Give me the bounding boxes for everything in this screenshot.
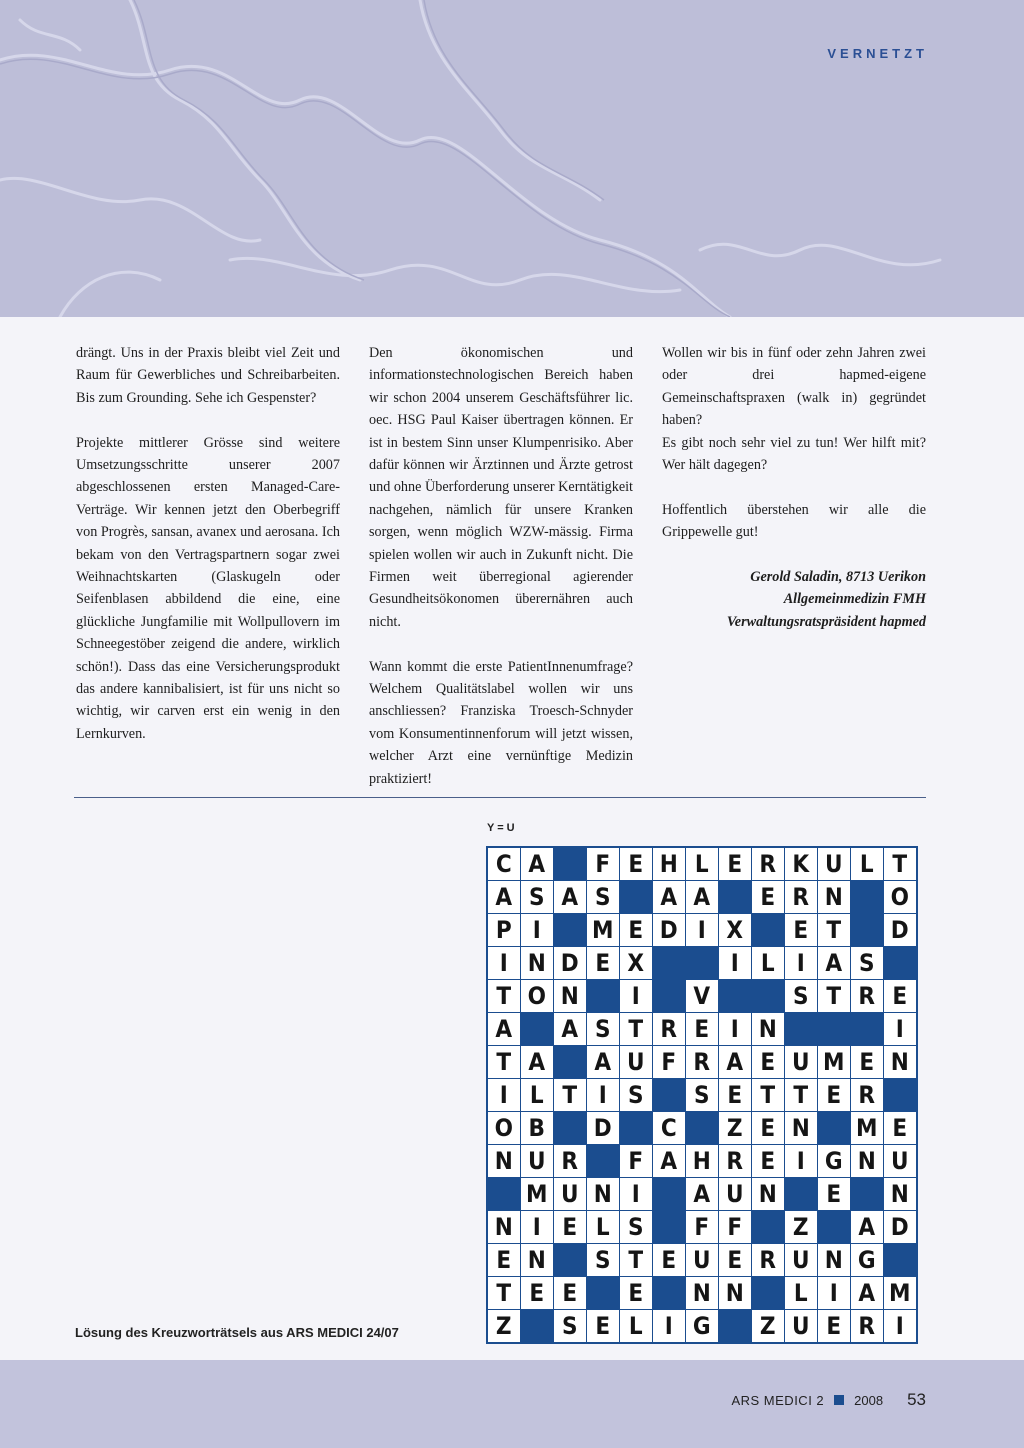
grid-letter: E — [521, 1277, 553, 1309]
grid-letter: N — [686, 1277, 718, 1309]
grid-letter: A — [521, 1046, 553, 1078]
grid-letter: T — [488, 1046, 520, 1078]
grid-block — [818, 1112, 850, 1144]
grid-letter: E — [752, 881, 784, 913]
grid-letter: I — [686, 914, 718, 946]
grid-letter: E — [719, 1079, 751, 1111]
grid-letter: S — [521, 881, 553, 913]
grid-letter: T — [488, 1277, 520, 1309]
grid-letter: L — [620, 1310, 652, 1342]
signature — [662, 566, 926, 633]
grid-letter: U — [785, 1310, 817, 1342]
grid-letter: T — [785, 1079, 817, 1111]
grid-letter: U — [785, 1244, 817, 1276]
grid-letter: S — [587, 1244, 619, 1276]
grid-block — [554, 1112, 586, 1144]
grid-block — [719, 980, 751, 1012]
grid-letter: A — [653, 881, 685, 913]
grid-letter: N — [719, 1277, 751, 1309]
grid-letter: R — [752, 1244, 784, 1276]
grid-letter: A — [851, 1211, 883, 1243]
grid-letter: L — [752, 947, 784, 979]
footer — [731, 1390, 926, 1410]
grid-letter: E — [719, 1244, 751, 1276]
grid-block — [653, 1277, 685, 1309]
grid-letter: O — [521, 980, 553, 1012]
grid-letter: I — [719, 947, 751, 979]
grid-letter: E — [686, 1013, 718, 1045]
grid-letter: N — [818, 1244, 850, 1276]
grid-block — [752, 1277, 784, 1309]
section-label: VERNETZT — [827, 46, 928, 61]
paragraph: drängt. Uns in der Praxis bleibt viel Zeit und Raum für Gewerbliches und Schreibarbeiten. Bis zum Grounding. Sehe ich Gespenster? — [76, 345, 340, 406]
grid-letter: R — [851, 1310, 883, 1342]
grid-letter: I — [521, 1211, 553, 1243]
grid-letter: S — [587, 1013, 619, 1045]
grid-block — [719, 1310, 751, 1342]
grid-letter: A — [653, 1145, 685, 1177]
grid-letter: L — [521, 1079, 553, 1111]
grid-letter: A — [488, 1013, 520, 1045]
grid-letter: E — [818, 1310, 850, 1342]
grid-letter: T — [620, 1013, 652, 1045]
grid-letter: I — [719, 1013, 751, 1045]
grid-letter: N — [752, 1178, 784, 1210]
grid-block — [587, 1277, 619, 1309]
grid-letter: E — [752, 1046, 784, 1078]
grid-letter: N — [752, 1013, 784, 1045]
grid-letter: Z — [719, 1112, 751, 1144]
grid-block — [851, 881, 883, 913]
grid-letter: M — [587, 914, 619, 946]
grid-letter: N — [521, 1244, 553, 1276]
puzzle-note: Y = U — [487, 822, 515, 834]
grid-letter: M — [521, 1178, 553, 1210]
grid-letter: E — [587, 1310, 619, 1342]
grid-block — [521, 1013, 553, 1045]
grid-letter: L — [587, 1211, 619, 1243]
grid-letter: R — [785, 881, 817, 913]
grid-letter: I — [785, 947, 817, 979]
grid-letter: G — [686, 1310, 718, 1342]
grid-letter: E — [653, 1244, 685, 1276]
grid-letter: I — [785, 1145, 817, 1177]
grid-block — [653, 1178, 685, 1210]
grid-block — [884, 1244, 916, 1276]
grid-letter: I — [587, 1079, 619, 1111]
grid-letter: E — [620, 914, 652, 946]
grid-block — [851, 914, 883, 946]
grid-letter: I — [884, 1310, 916, 1342]
grid-letter: H — [686, 1145, 718, 1177]
grid-letter: U — [884, 1145, 916, 1177]
grid-letter: U — [521, 1145, 553, 1177]
paragraph: Den ökonomischen und informationstechnologischen Bereich haben wir schon 2004 unserem Geschäftsführer lic. oec. HSG Paul Kaiser übertragen können. Er ist in bestem Sinn unser Klumpenrisiko. Aber dafür können wir Ärztinnen und Ärzte getrost und ohne Überforderung unserer Kerntätigkeit nachgehen, nämlich für unsere Kranken sorgen, wenn möglich WZW-mässig. Firma spielen wollen wir auch in Zukunft nicht. Die Firmen weit überregional agierender Gesundheitsökonomen überernähren auch nicht. — [369, 345, 633, 630]
grid-letter: I — [521, 914, 553, 946]
grid-letter: C — [653, 1112, 685, 1144]
grid-letter: A — [587, 1046, 619, 1078]
signature-title: Allgemeinmedizin FMH — [783, 591, 926, 608]
grid-block — [818, 1211, 850, 1243]
grid-letter: N — [884, 1046, 916, 1078]
grid-letter: R — [686, 1046, 718, 1078]
grid-letter: U — [818, 848, 850, 880]
grid-letter: A — [686, 1178, 718, 1210]
grid-letter: P — [488, 914, 520, 946]
grid-letter: U — [620, 1046, 652, 1078]
grid-letter: A — [818, 947, 850, 979]
grid-letter: F — [620, 1145, 652, 1177]
grid-letter: A — [686, 881, 718, 913]
grid-letter: N — [488, 1145, 520, 1177]
text-column-2 — [369, 342, 633, 813]
grid-letter: U — [719, 1178, 751, 1210]
grid-block — [587, 1145, 619, 1177]
grid-block — [554, 1244, 586, 1276]
grid-letter: U — [686, 1244, 718, 1276]
grid-letter: M — [818, 1046, 850, 1078]
grid-block — [620, 1112, 652, 1144]
grid-letter: I — [653, 1310, 685, 1342]
crossword-grid — [486, 846, 918, 1344]
grid-letter: D — [653, 914, 685, 946]
paragraph: Wollen wir bis in fünf oder zehn Jahren zwei oder drei hapmed-eigene Gemeinschaftspraxen (walk in) gegründet haben? — [662, 345, 926, 429]
text-column-3 — [662, 342, 926, 633]
grid-letter: N — [818, 881, 850, 913]
grid-letter: E — [884, 1112, 916, 1144]
grid-block — [686, 1112, 718, 1144]
grid-letter: E — [620, 848, 652, 880]
grid-block — [884, 1079, 916, 1111]
grid-block — [653, 1079, 685, 1111]
grid-letter: N — [785, 1112, 817, 1144]
grid-letter: T — [554, 1079, 586, 1111]
grid-letter: F — [719, 1211, 751, 1243]
grid-letter: R — [653, 1013, 685, 1045]
grid-letter: A — [851, 1277, 883, 1309]
grid-letter: I — [488, 1079, 520, 1111]
grid-block — [752, 1211, 784, 1243]
grid-letter: T — [884, 848, 916, 880]
grid-letter: M — [884, 1277, 916, 1309]
grid-block — [488, 1178, 520, 1210]
signature-role: Verwaltungsratspräsident hapmed — [726, 613, 926, 630]
grid-block — [554, 1046, 586, 1078]
paragraph: Projekte mittlerer Grösse sind weitere Umsetzungsschritte unserer 2007 abgeschlossenen ersten Managed-Care-Verträge. Wir kennen jetzt den Oberbegriff von Progrès, sansan, avanex und aerosana. Ich bekam von den Vertragspartnern sogar zwei Weihnachtskarten (Glaskugeln oder Seifenblasen abbildend die eine, eine glückliche Jungfamilie mit Wollpullovern im Schneegestöber zeigend die andere, wirklich schön!). Dass das eine Versicherungsprodukt das andere kannibalisiert, ist für uns nicht so wichtig, wir carven erst ein wenig in den Lernkurven. — [76, 434, 340, 742]
grid-letter: E — [884, 980, 916, 1012]
grid-letter: C — [488, 848, 520, 880]
grid-letter: S — [620, 1211, 652, 1243]
grid-letter: K — [785, 848, 817, 880]
grid-letter: Z — [488, 1310, 520, 1342]
grid-block — [521, 1310, 553, 1342]
square-icon — [834, 1395, 844, 1405]
grid-letter: N — [554, 980, 586, 1012]
grid-letter: U — [785, 1046, 817, 1078]
grid-block — [785, 1013, 817, 1045]
grid-letter: E — [620, 1277, 652, 1309]
grid-letter: N — [851, 1145, 883, 1177]
journal-name: ARS MEDICI 2 — [731, 1393, 825, 1408]
grid-letter: S — [620, 1079, 652, 1111]
grid-letter: E — [587, 947, 619, 979]
grid-letter: E — [851, 1046, 883, 1078]
grid-block — [719, 881, 751, 913]
grid-block — [554, 914, 586, 946]
grid-letter: D — [587, 1112, 619, 1144]
grid-block — [851, 1013, 883, 1045]
puzzle-caption: Lösung des Kreuzworträtsels aus ARS MEDICI 24/07 — [75, 1325, 399, 1340]
grid-letter: G — [818, 1145, 850, 1177]
grid-letter: S — [554, 1310, 586, 1342]
grid-letter: T — [488, 980, 520, 1012]
grid-block — [620, 881, 652, 913]
page-number: 53 — [907, 1390, 926, 1409]
grid-letter: I — [620, 1178, 652, 1210]
grid-block — [752, 914, 784, 946]
grid-letter: E — [554, 1211, 586, 1243]
paragraph: Es gibt noch sehr viel zu tun! Wer hilft mit? Wer hält dagegen? — [662, 434, 926, 474]
grid-block — [818, 1013, 850, 1045]
grid-letter: S — [785, 980, 817, 1012]
journal-year: 2008 — [854, 1393, 884, 1408]
grid-letter: F — [587, 848, 619, 880]
grid-letter: I — [620, 980, 652, 1012]
grid-block — [587, 980, 619, 1012]
grid-letter: X — [620, 947, 652, 979]
grid-letter: F — [653, 1046, 685, 1078]
grid-letter: I — [488, 947, 520, 979]
grid-letter: O — [488, 1112, 520, 1144]
grid-letter: E — [554, 1277, 586, 1309]
grid-letter: T — [752, 1079, 784, 1111]
grid-letter: R — [554, 1145, 586, 1177]
grid-letter: A — [488, 881, 520, 913]
grid-letter: F — [686, 1211, 718, 1243]
grid-letter: E — [488, 1244, 520, 1276]
grid-letter: H — [653, 848, 685, 880]
grid-letter: A — [719, 1046, 751, 1078]
grid-letter: L — [686, 848, 718, 880]
grid-block — [785, 1178, 817, 1210]
grid-letter: D — [554, 947, 586, 979]
grid-block — [653, 947, 685, 979]
grid-block — [752, 980, 784, 1012]
grid-letter: U — [554, 1178, 586, 1210]
grid-letter: R — [752, 848, 784, 880]
grid-letter: I — [818, 1277, 850, 1309]
grid-letter: B — [521, 1112, 553, 1144]
horizontal-divider — [74, 797, 926, 798]
paragraph: Wann kommt die erste PatientInnenumfrage? Welchem Qualitätslabel wollen wir uns anschliessen? Franziska Troesch-Schnyder vom Konsumentinnenforum will jetzt wissen, welcher Arzt eine vernünftige Medizin praktiziert! — [369, 658, 633, 787]
grid-block — [851, 1178, 883, 1210]
grid-letter: L — [851, 848, 883, 880]
grid-letter: X — [719, 914, 751, 946]
grid-letter: D — [884, 914, 916, 946]
grid-letter: I — [884, 1013, 916, 1045]
grid-letter: A — [521, 848, 553, 880]
grid-block — [653, 1211, 685, 1243]
grid-letter: E — [785, 914, 817, 946]
grid-letter: S — [686, 1079, 718, 1111]
grid-block — [554, 848, 586, 880]
grid-letter: E — [818, 1178, 850, 1210]
grid-letter: T — [620, 1244, 652, 1276]
grid-letter: V — [686, 980, 718, 1012]
grid-letter: Z — [785, 1211, 817, 1243]
grid-letter: M — [851, 1112, 883, 1144]
grid-letter: S — [587, 881, 619, 913]
grid-letter: G — [851, 1244, 883, 1276]
grid-letter: L — [785, 1277, 817, 1309]
grid-letter: N — [587, 1178, 619, 1210]
grid-letter: E — [752, 1112, 784, 1144]
grid-letter: R — [719, 1145, 751, 1177]
grid-letter: A — [554, 881, 586, 913]
grid-block — [653, 980, 685, 1012]
grid-letter: N — [488, 1211, 520, 1243]
grid-letter: E — [752, 1145, 784, 1177]
grid-block — [884, 947, 916, 979]
text-column-1 — [76, 342, 340, 768]
grid-letter: N — [884, 1178, 916, 1210]
grid-letter: T — [818, 980, 850, 1012]
grid-letter: R — [851, 1079, 883, 1111]
grid-letter: O — [884, 881, 916, 913]
grid-letter: E — [719, 848, 751, 880]
grid-block — [686, 947, 718, 979]
grid-letter: A — [554, 1013, 586, 1045]
grid-letter: S — [851, 947, 883, 979]
paragraph: Hoffentlich überstehen wir alle die Grippewelle gut! — [662, 501, 926, 541]
grid-letter: D — [884, 1211, 916, 1243]
grid-letter: T — [818, 914, 850, 946]
grid-letter: N — [521, 947, 553, 979]
signature-name: Gerold Saladin, 8713 Uerikon — [750, 569, 926, 586]
grid-letter: E — [818, 1079, 850, 1111]
grid-letter: Z — [752, 1310, 784, 1342]
grid-letter: R — [851, 980, 883, 1012]
